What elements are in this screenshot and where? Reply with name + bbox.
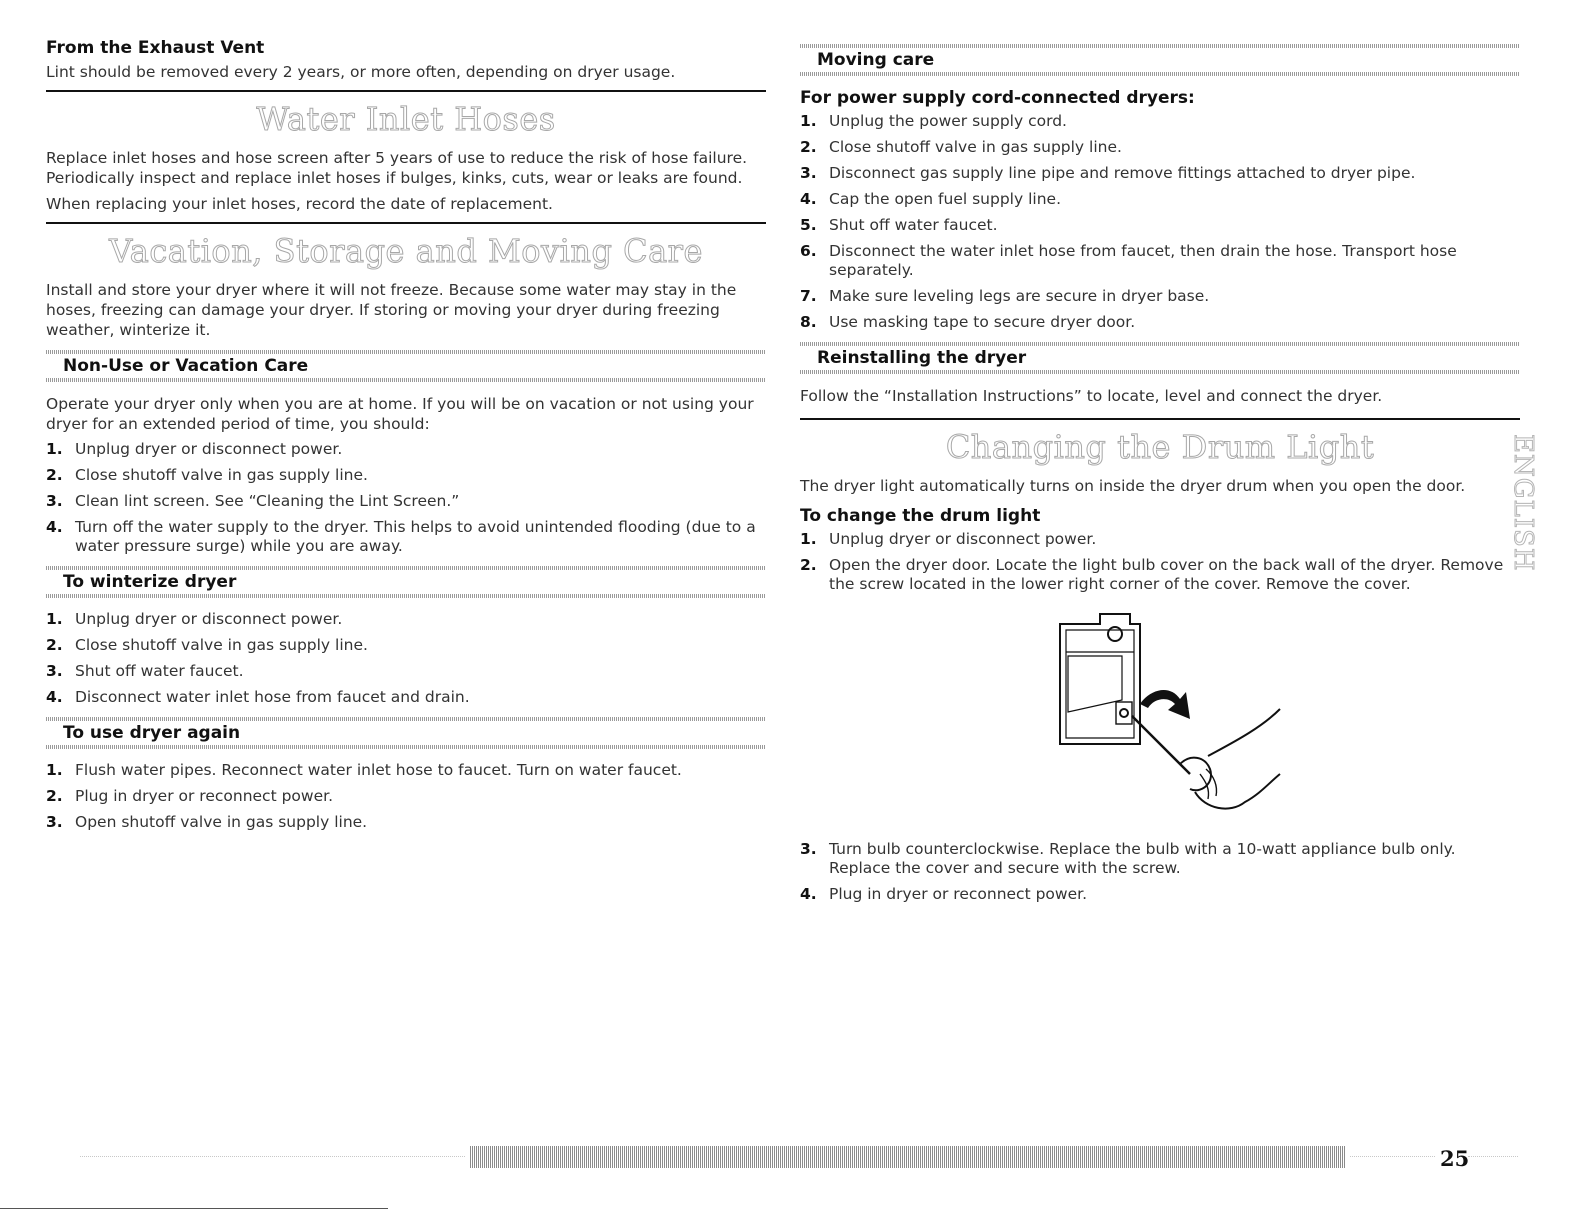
- nonuse-intro: Operate your dryer only when you are at home. If you will be on vacation or not using your dryer for an extended period of time, you should:: [46, 395, 754, 433]
- step-text: Close shutoff valve in gas supply line.: [829, 138, 1122, 156]
- section-rule: [46, 90, 766, 92]
- list-item: [46, 518, 766, 556]
- step-number: 7.: [800, 287, 817, 305]
- list-item: [800, 313, 1520, 332]
- step-text: Plug in dryer or reconnect power.: [829, 885, 1087, 903]
- vacation-title: Vacation, Storage and Moving Care: [109, 232, 703, 270]
- list-item: [800, 216, 1520, 235]
- list-item: [46, 662, 766, 681]
- step-text: Unplug the power supply cord.: [829, 112, 1067, 130]
- bottom-rule: [0, 1208, 388, 1209]
- step-text: Turn off the water supply to the dryer. This helps to avoid unintended flooding (due to a water pressure surge) while you are away.: [75, 518, 756, 555]
- step-number: 2.: [46, 787, 63, 805]
- step-number: 4.: [800, 190, 817, 208]
- use-again-heading: To use dryer again: [63, 723, 241, 743]
- water-hoses-title: Water Inlet Hoses: [256, 100, 556, 138]
- footer-band: [470, 1146, 1345, 1168]
- drum-light-subheading: To change the drum light: [800, 506, 1041, 526]
- reinstall-text: Follow the “Installation Instructions” to locate, level and connect the dryer.: [800, 387, 1383, 405]
- step-text: Disconnect water inlet hose from faucet and drain.: [75, 688, 470, 706]
- list-item: [46, 610, 766, 629]
- drum-light-steps-a: [800, 530, 1520, 594]
- list-item: [800, 287, 1520, 306]
- list-item: [46, 688, 766, 707]
- list-item: [800, 530, 1520, 549]
- step-text: Clean lint screen. See “Cleaning the Lint Screen.”: [75, 492, 460, 510]
- step-text: Flush water pipes. Reconnect water inlet hose to faucet. Turn on water faucet.: [75, 761, 682, 779]
- nonuse-heading: Non-Use or Vacation Care: [63, 356, 309, 376]
- step-number: 2.: [800, 556, 817, 574]
- step-number: 2.: [46, 466, 63, 484]
- moving-steps: [800, 112, 1520, 332]
- step-number: 4.: [46, 518, 63, 536]
- drum-light-steps-b: [800, 840, 1520, 904]
- step-text: Disconnect the water inlet hose from faucet, then drain the hose. Transport hose separately.: [829, 242, 1457, 279]
- footer-dotted-line: [80, 1156, 465, 1157]
- section-rule: [800, 418, 1520, 420]
- winterize-band: [46, 566, 766, 598]
- left-column: [46, 38, 766, 839]
- list-item: [800, 190, 1520, 209]
- vacation-text: Install and store your dryer where it will not freeze. Because some water may stay in the hoses, freezing can damage your dryer. If storing or moving your dryer during freezing weather, winterize it.: [46, 281, 737, 339]
- step-text: Open the dryer door. Locate the light bulb cover on the back wall of the dryer. Remove the screw located in the lower right corner of the cover. Remove the cover.: [829, 556, 1504, 593]
- drum-light-intro: The dryer light automatically turns on inside the dryer drum when you open the door.: [800, 477, 1466, 495]
- use-again-band: [46, 717, 766, 749]
- list-item: [800, 138, 1520, 157]
- step-number: 8.: [800, 313, 817, 331]
- water-hoses-p2: When replacing your inlet hoses, record the date of replacement.: [46, 195, 553, 213]
- step-number: 2.: [46, 636, 63, 654]
- step-text: Unplug dryer or disconnect power.: [75, 440, 343, 458]
- moving-band: [800, 44, 1520, 76]
- language-label: ENGLISH: [1508, 434, 1538, 572]
- step-number: 4.: [46, 688, 63, 706]
- step-number: 6.: [800, 242, 817, 260]
- step-text: Open shutoff valve in gas supply line.: [75, 813, 368, 831]
- step-number: 1.: [46, 440, 63, 458]
- step-number: 3.: [800, 164, 817, 182]
- step-text: Unplug dryer or disconnect power.: [829, 530, 1097, 548]
- winterize-heading: To winterize dryer: [63, 572, 237, 592]
- list-item: [46, 761, 766, 780]
- step-number: 1.: [800, 112, 817, 130]
- drum-light-illustration: [800, 604, 1520, 824]
- use-again-steps: [46, 761, 766, 832]
- step-number: 3.: [46, 662, 63, 680]
- step-number: 1.: [46, 761, 63, 779]
- exhaust-heading: From the Exhaust Vent: [46, 38, 265, 58]
- list-item: [800, 242, 1520, 280]
- step-text: Turn bulb counterclockwise. Replace the bulb with a 10-watt appliance bulb only. Replace the cover and secure with the screw.: [829, 840, 1456, 877]
- winterize-steps: [46, 610, 766, 707]
- list-item: [800, 840, 1520, 878]
- language-side-tab: [1505, 434, 1541, 572]
- step-text: Make sure leveling legs are secure in dryer base.: [829, 287, 1210, 305]
- moving-subheading: For power supply cord-connected dryers:: [800, 88, 1195, 108]
- step-text: Shut off water faucet.: [829, 216, 998, 234]
- list-item: [46, 787, 766, 806]
- moving-heading: Moving care: [817, 50, 935, 70]
- list-item: [800, 164, 1520, 183]
- step-text: Shut off water faucet.: [75, 662, 244, 680]
- step-text: Close shutoff valve in gas supply line.: [75, 636, 368, 654]
- step-text: Cap the open fuel supply line.: [829, 190, 1061, 208]
- step-text: Disconnect gas supply line pipe and remove fittings attached to dryer pipe.: [829, 164, 1416, 182]
- step-text: Plug in dryer or reconnect power.: [75, 787, 333, 805]
- step-number: 1.: [46, 610, 63, 628]
- step-number: 5.: [800, 216, 817, 234]
- list-item: [46, 813, 766, 832]
- step-number: 3.: [46, 813, 63, 831]
- light-cover-screwdriver-illustration: [1030, 604, 1290, 824]
- reinstall-heading: Reinstalling the dryer: [817, 348, 1027, 368]
- nonuse-band: [46, 350, 766, 382]
- step-number: 3.: [800, 840, 817, 858]
- list-item: [46, 636, 766, 655]
- step-number: 4.: [800, 885, 817, 903]
- right-column: [800, 36, 1520, 911]
- section-rule: [46, 222, 766, 224]
- footer-dotted-line: [1350, 1156, 1435, 1157]
- step-text: Close shutoff valve in gas supply line.: [75, 466, 368, 484]
- list-item: [46, 466, 766, 485]
- list-item: [46, 440, 766, 459]
- step-text: Unplug dryer or disconnect power.: [75, 610, 343, 628]
- reinstall-band: [800, 342, 1520, 374]
- step-text: Use masking tape to secure dryer door.: [829, 313, 1136, 331]
- exhaust-text: Lint should be removed every 2 years, or more often, depending on dryer usage.: [46, 63, 676, 81]
- list-item: [800, 556, 1520, 594]
- drum-light-title: Changing the Drum Light: [945, 428, 1375, 466]
- nonuse-steps: [46, 440, 766, 556]
- step-number: 3.: [46, 492, 63, 510]
- list-item: [46, 492, 766, 511]
- step-number: 1.: [800, 530, 817, 548]
- step-number: 2.: [800, 138, 817, 156]
- list-item: [800, 885, 1520, 904]
- page-number: 25: [1440, 1146, 1470, 1171]
- water-hoses-p1: Replace inlet hoses and hose screen after 5 years of use to reduce the risk of hose failure. Periodically inspect and replace inlet hoses if bulges, kinks, cuts, wear or leaks are found.: [46, 149, 748, 187]
- list-item: [800, 112, 1520, 131]
- footer-dotted-line: [1468, 1156, 1518, 1157]
